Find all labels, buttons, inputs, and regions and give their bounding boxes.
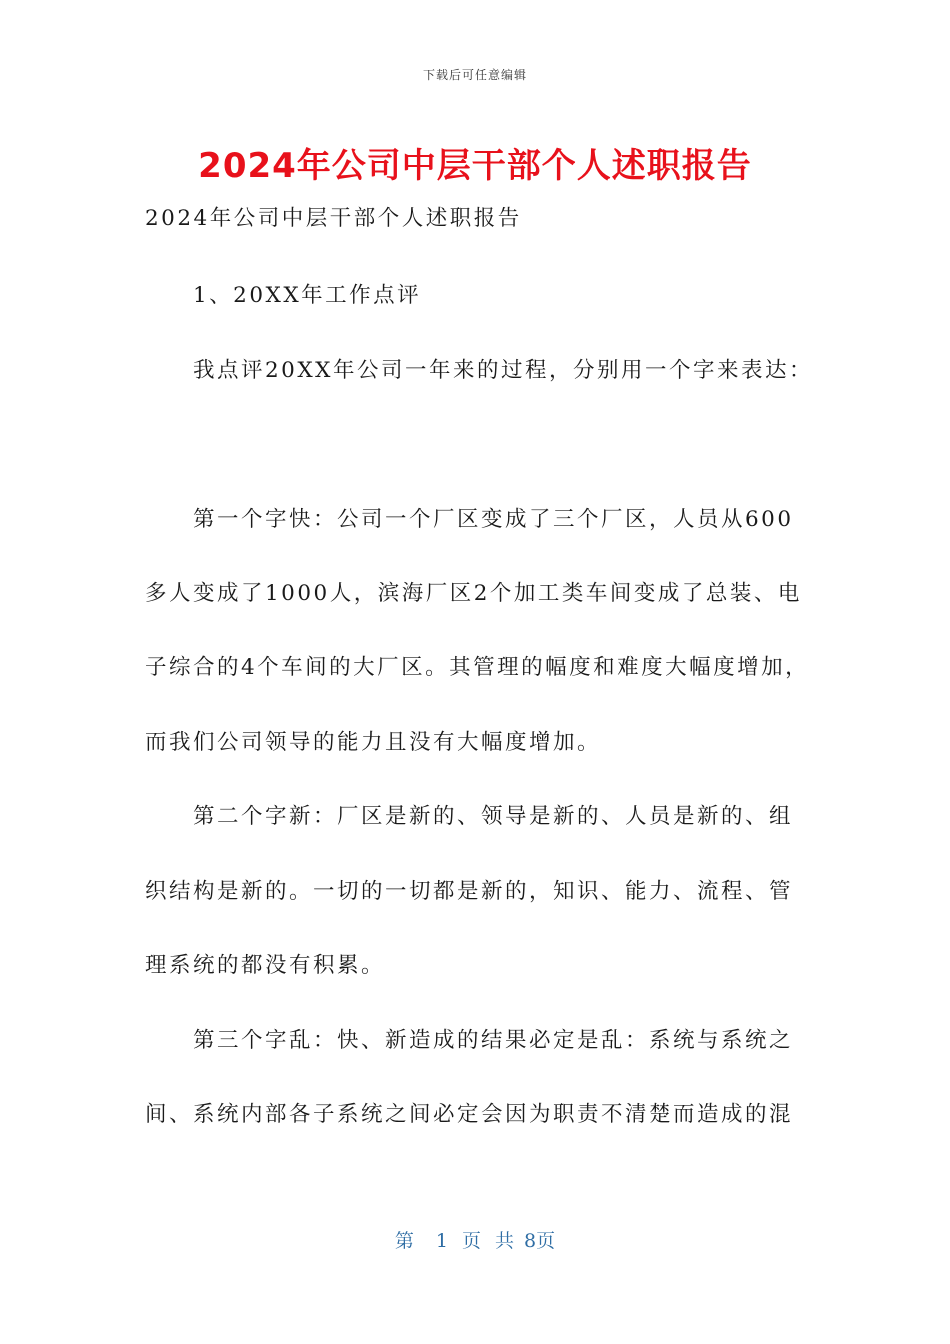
subtitle-line: 2024年公司中层干部个人述职报告	[145, 206, 522, 231]
footer-prefix: 第	[394, 1230, 414, 1252]
paragraph-line: 我点评20XX年公司一年来的过程，分别用一个字来表达：	[193, 358, 813, 383]
paragraph-line: 第二个字新：厂区是新的、领导是新的、人员是新的、组	[193, 804, 794, 829]
page-title: 2024年公司中层干部个人述职报告	[198, 146, 752, 186]
paragraph-line: 织结构是新的。一切的一切都是新的，知识、能力、流程、管	[145, 879, 794, 904]
footer-page-word: 页	[461, 1230, 481, 1252]
paragraph-line: 多人变成了1000人，滨海厂区2个加工类车间变成了总装、电	[145, 581, 802, 606]
paragraph-line: 间、系统内部各子系统之间必定会因为职责不清楚而造成的混	[145, 1102, 794, 1127]
header-note: 下载后可任意编辑	[422, 68, 527, 82]
page-footer	[0, 1226, 950, 1253]
footer-total-word: 共	[495, 1230, 515, 1252]
paragraph-line: 而我们公司领导的能力且没有大幅度增加。	[145, 730, 602, 755]
footer-total-pages: 8页	[524, 1230, 556, 1252]
paragraph-line: 第一个字快：公司一个厂区变成了三个厂区，人员从600	[193, 507, 794, 532]
footer-current-page: 1	[435, 1230, 448, 1252]
section-heading: 1、20XX年工作点评	[193, 283, 422, 308]
paragraph-line: 子综合的4个车间的大厂区。其管理的幅度和难度大幅度增加，	[145, 655, 810, 680]
paragraph-line: 理系统的都没有积累。	[145, 953, 386, 978]
paragraph-line: 第三个字乱：快、新造成的结果必定是乱：系统与系统之	[193, 1028, 794, 1053]
